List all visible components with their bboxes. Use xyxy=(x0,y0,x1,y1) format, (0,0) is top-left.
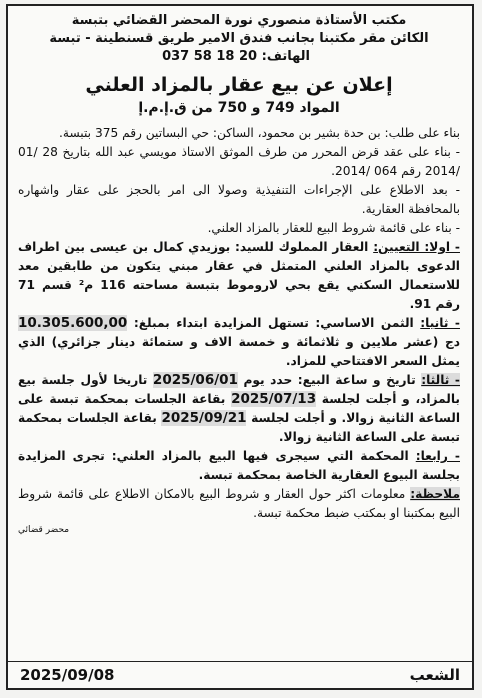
conditions-paragraph: - بناء على قائمة شروط البيع للعقار بالمزاد العلني. xyxy=(207,221,460,235)
notice-title: إعلان عن بيع عقار بالمزاد العلني xyxy=(85,74,393,96)
base-price-text: الثمن الاساسي: تستهل المزايدة ابتداء بمبلغ: xyxy=(127,316,421,330)
office-line-1: مكتب الأستاذة منصوري نورة المحضر القضائي بتبسة xyxy=(71,13,407,28)
sale-date-text-3: بقاعة الجلسات بمحكمة تبسة على الساعة الثانية زوالا. و أجلت لجلسة xyxy=(18,392,460,425)
signer-signature: محضر قضائي xyxy=(18,525,70,535)
base-price-label: - ثانيا: xyxy=(420,316,460,330)
note-paragraph xyxy=(18,485,460,523)
office-phone: الهاتف: 20 18 58 037 xyxy=(162,49,310,64)
publication-date: 2025/09/08 xyxy=(20,666,115,684)
note-text: معلومات اكثر حول العقار و شروط البيع بالامكان الاطلاع على قائمة شروط البيع بمكتبنا او بمكتب ضبط محكمة تبسة. xyxy=(18,487,460,520)
base-price-amount: 10.305.600,00 xyxy=(18,315,128,331)
newspaper-name: الشعب xyxy=(409,666,460,684)
court-label: - رابعا: xyxy=(415,449,460,463)
sale-date-text-2: تاريخا لأول جلسة بيع بالمزاد، و أجلت لجلسة xyxy=(18,373,461,406)
base-price-paragraph xyxy=(18,314,460,371)
note-label: ملاحظة: xyxy=(410,487,460,501)
sale-date-label: - ثالثا: xyxy=(421,373,460,387)
sale-date-2: 2025/07/13 xyxy=(231,391,317,407)
court-paragraph xyxy=(18,447,460,485)
requester-paragraph: بناء على طلب: بن حدة بشير بن محمود، الساكن: حي البساتين رقم 375 بتبسة. xyxy=(59,126,460,140)
sale-date-text: تاريخ و ساعة البيع: حدد يوم xyxy=(237,373,422,387)
sale-date-paragraph xyxy=(18,371,460,447)
designation-text: العقار المملوك للسيد: بوزيدي كمال بن عيسى بين اطراف الدعوى بالمزاد العلني المتمثل في عقار مبني يتكون من طابقين معد للاستعمال السكني يقع بحي لاروموط بتبسة مساحته 116 م² قسم 71 رقم 91. xyxy=(18,240,460,311)
base-price-text-2: دج (عشر ملايين و ثلاثمائة و خمسة الاف و ستمائة دينار جزائري) الذي يمثل السعر الافتتاحي للمزاد. xyxy=(18,335,460,368)
sale-date-3: 2025/09/21 xyxy=(161,410,247,426)
legal-articles: المواد 749 و 750 من ق.إ.م.إ xyxy=(138,100,340,116)
designation-label: - اولا: التعيين: xyxy=(373,240,460,254)
sale-date-1: 2025/06/01 xyxy=(152,372,238,388)
office-line-2: الكائن مقر مكتبنا بجانب فندق الامير طريق قسنطينة - تبسة xyxy=(49,31,429,46)
court-text: المحكمة التي سيجرى فيها البيع بالمزاد العلني: تجرى المزايدة بجلسة البيوع العقارية الخاصة بمحكمة تبسة. xyxy=(18,449,460,482)
sale-date-text-4: بقاعة الجلسات بمحكمة تبسة على الساعة الثانية زوالا. xyxy=(18,411,460,444)
procedures-paragraph: - بعد الاطلاع على الإجراءات التنفيذية وصولا الى امر بالحجز على عقار واشهاره بالمحافظة العقارية. xyxy=(18,183,460,216)
auction-notice xyxy=(6,4,474,690)
designation-paragraph xyxy=(18,238,460,314)
newspaper-footer xyxy=(8,661,472,688)
loan-contract-paragraph: - بناء على عقد قرض المحرر من طرف الموثق الاستاذ مويسي عبد الله بتاريخ 28 /01 /2014 رقم 064 /2014. xyxy=(18,145,460,178)
